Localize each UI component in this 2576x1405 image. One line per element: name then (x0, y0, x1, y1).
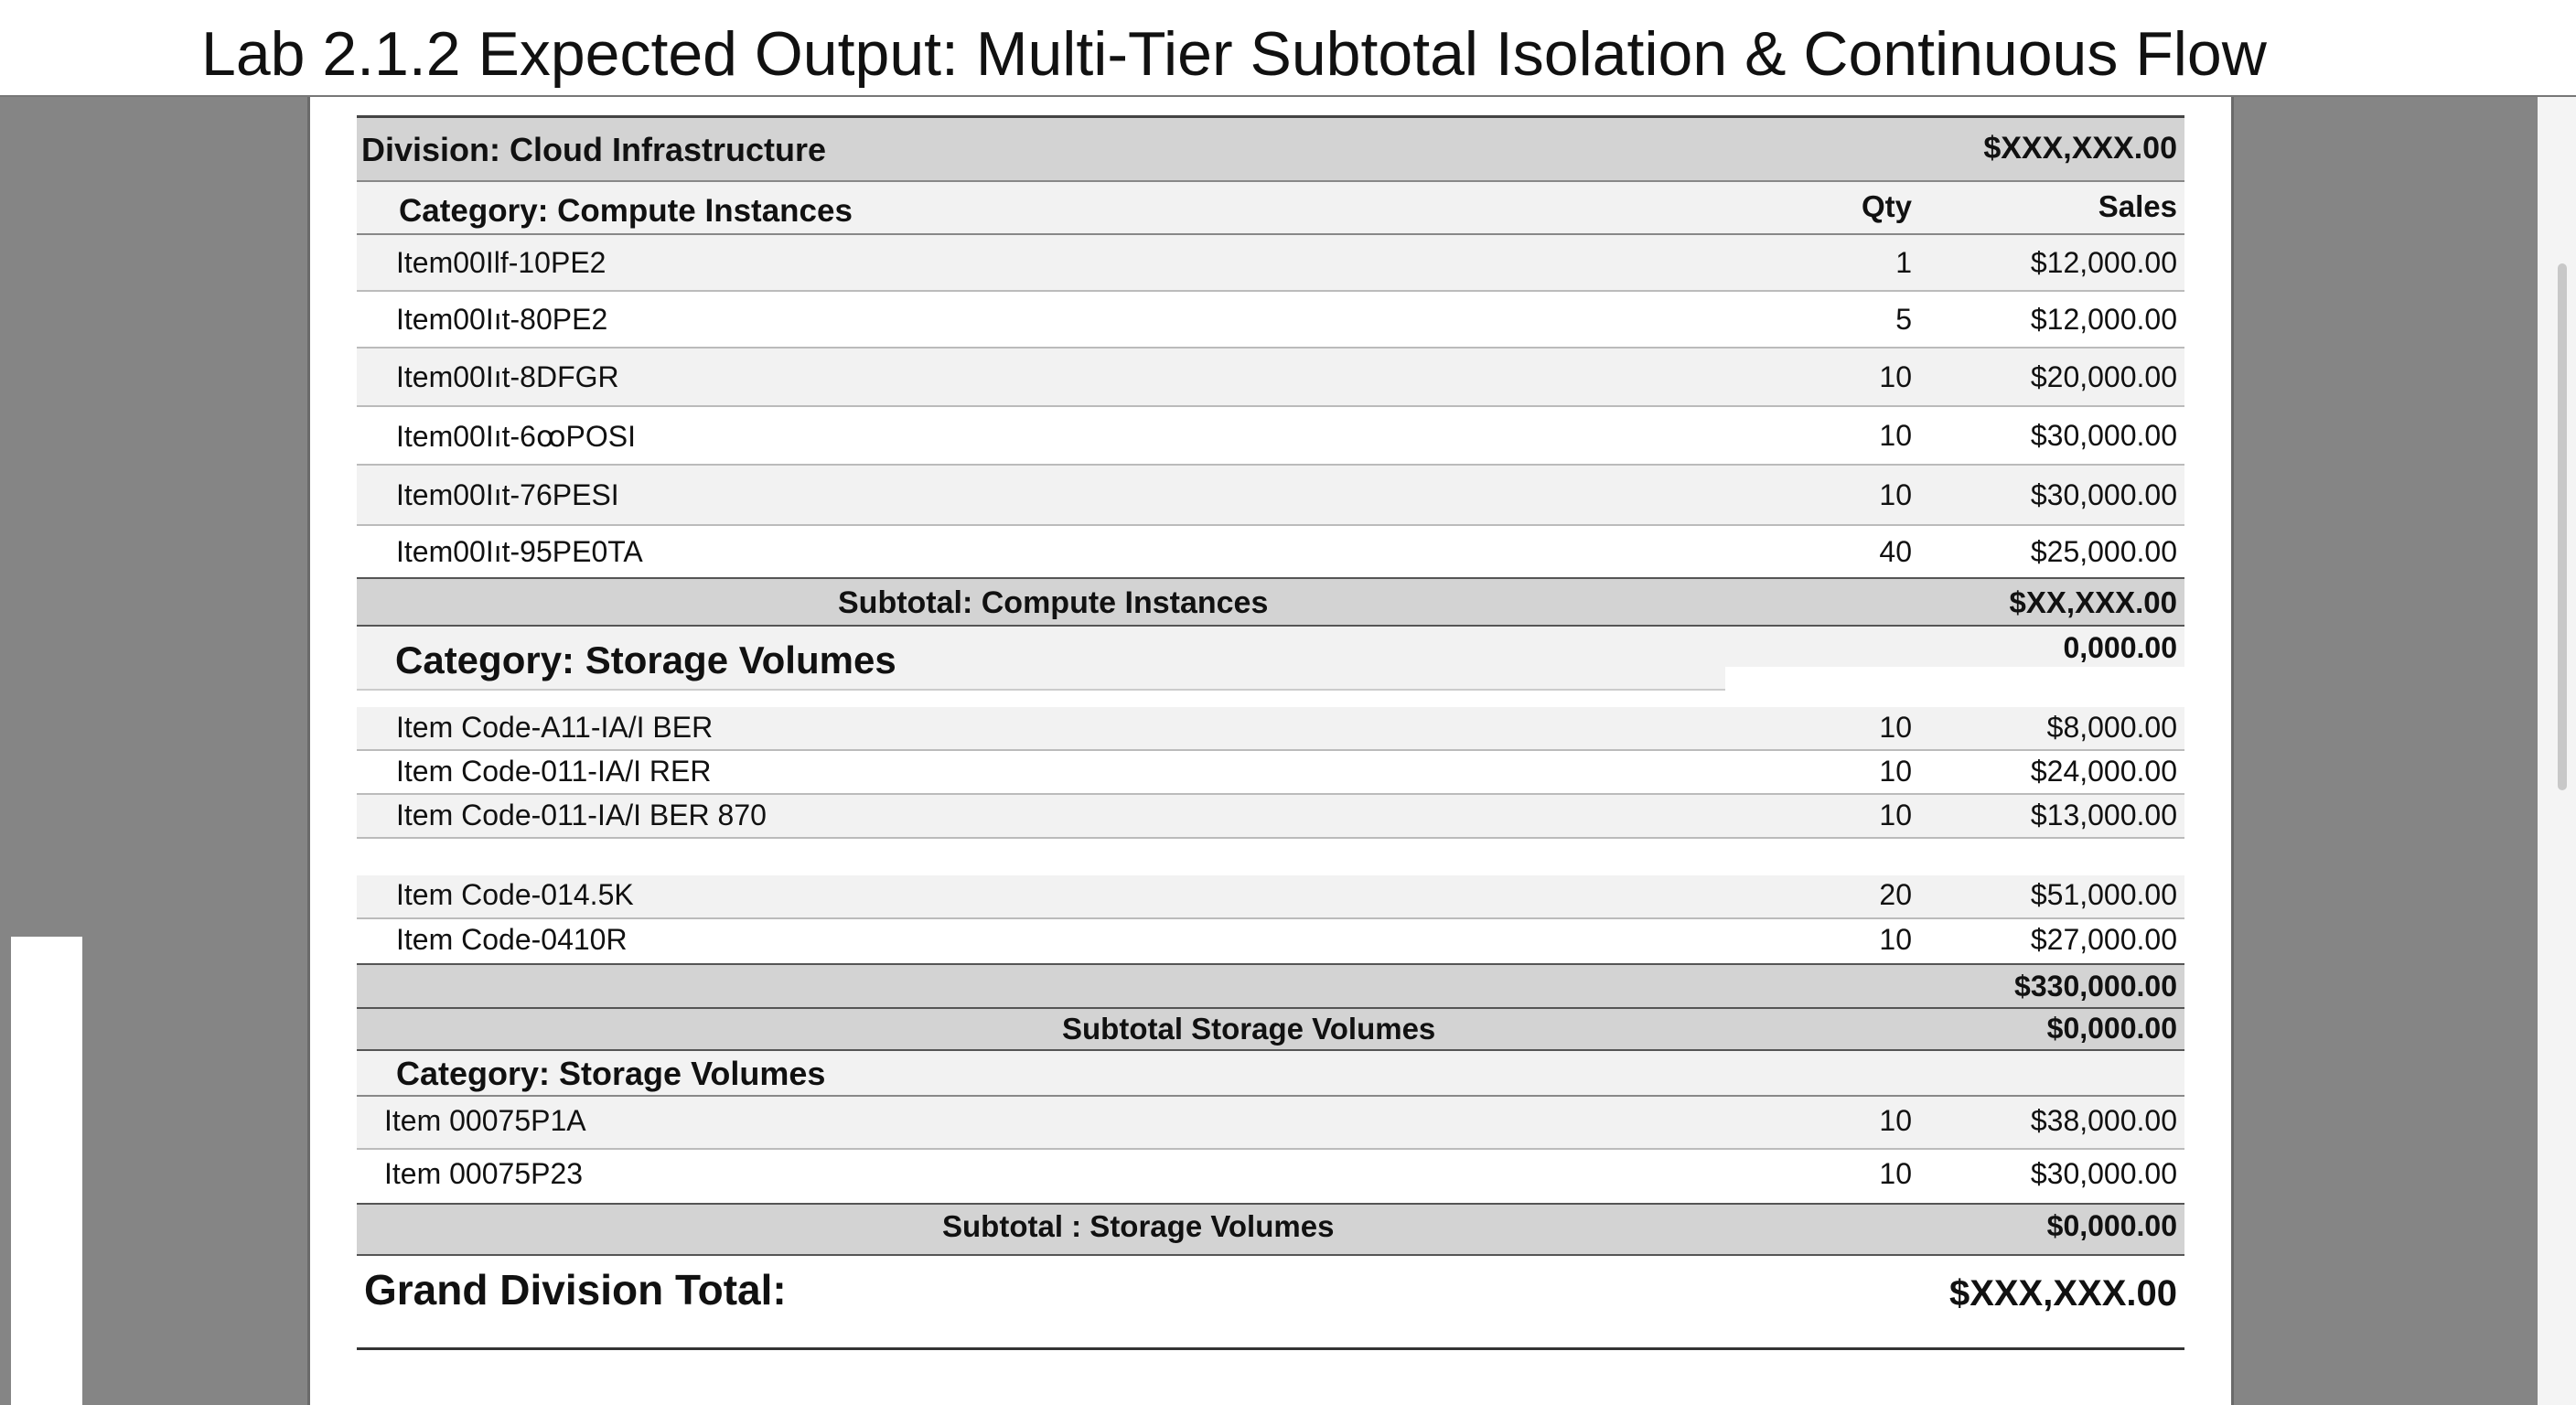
item-sales: $20,000.00 (2030, 360, 2177, 393)
table-row (357, 875, 2184, 917)
item-code: Item00Iıt-95PE0TA (396, 535, 643, 568)
item-code: Item 00075P1A (384, 1104, 586, 1137)
item-code: Item00Iıt-76PESI (396, 478, 619, 511)
item-code: Item Code-014.5K (396, 878, 634, 911)
item-sales: $24,000.00 (2030, 755, 2177, 788)
item-sales: $30,000.00 (2030, 419, 2177, 452)
item-qty: 10 (1879, 711, 1912, 744)
item-qty: 10 (1879, 1157, 1912, 1190)
table-row (357, 919, 2184, 963)
page-title: Lab 2.1.2 Expected Output: Multi-Tier Subtotal Isolation & Continuous Flow (201, 19, 2267, 89)
item-sales: $30,000.00 (2030, 478, 2177, 511)
table-row (357, 1097, 2184, 1148)
scrollbar-track[interactable] (2538, 97, 2576, 1405)
scrollbar-thumb[interactable] (2558, 263, 2567, 790)
item-code: Item 00075P23 (384, 1157, 584, 1190)
grand-total-label: Grand Division Total: (364, 1266, 787, 1314)
category2-header-amount: 0,000.00 (2063, 631, 2177, 664)
subtotal2-amount: $0,000.00 (2046, 1012, 2177, 1045)
item-qty: 10 (1879, 755, 1912, 788)
item-code: Item Code-011-IA/I RER (396, 755, 712, 788)
category2-label: Category: Storage Volumes (395, 638, 896, 681)
table-row (357, 526, 2184, 577)
item-qty: 10 (1879, 1104, 1912, 1137)
item-sales: $25,000.00 (2030, 535, 2177, 568)
subtotal1-amount: $XX,XXX.00 (2009, 585, 2177, 619)
item-qty: 5 (1895, 303, 1912, 336)
subtotal2-label: Subtotal Storage Volumes (1062, 1012, 1436, 1046)
item-code: Item00Iıt-8DFGR (396, 360, 619, 393)
table-row (357, 407, 2184, 464)
item-sales: $13,000.00 (2030, 799, 2177, 831)
row-divider (357, 837, 2184, 839)
category3-label: Category: Storage Volumes (396, 1055, 826, 1092)
item-code: Item Code-A11-IA/I BER (396, 711, 714, 744)
item-qty: 40 (1879, 535, 1912, 568)
item-qty: 10 (1879, 923, 1912, 956)
division-amount: $XXX,XXX.00 (1983, 131, 2177, 166)
item-qty: 1 (1895, 246, 1912, 279)
subtotal3-label: Subtotal : Storage Volumes (942, 1209, 1335, 1243)
subtotal1-band (357, 579, 2184, 625)
item-qty: 10 (1879, 799, 1912, 831)
category2-total-amount: $330,000.00 (2014, 970, 2177, 1003)
category1-label: Category: Compute Instances (399, 193, 853, 229)
side-panel (11, 937, 82, 1405)
item-code: Item00Iıt-80PE2 (396, 303, 608, 336)
division-label: Division: Cloud Infrastructure (361, 131, 827, 168)
item-sales: $38,000.00 (2030, 1104, 2177, 1137)
table-row (357, 349, 2184, 405)
sales-column-header: Sales (2098, 189, 2177, 223)
item-sales: $12,000.00 (2030, 246, 2177, 279)
item-qty: 10 (1879, 419, 1912, 452)
item-sales: $51,000.00 (2030, 878, 2177, 911)
item-sales: $30,000.00 (2030, 1157, 2177, 1190)
subtotal3-amount: $0,000.00 (2046, 1209, 2177, 1242)
rule-subtotal3-bottom (357, 1254, 2184, 1256)
table-row (357, 751, 2184, 793)
item-code: Item Code-0410R (396, 923, 628, 956)
category2-total-band (357, 965, 2184, 1007)
table-row (357, 1150, 2184, 1203)
item-sales: $12,000.00 (2030, 303, 2177, 336)
subtotal1-label: Subtotal: Compute Instances (838, 585, 1269, 620)
item-code: Item00Ilf-10PE2 (396, 246, 606, 279)
table-row (357, 795, 2184, 837)
rule-cat2-header (357, 689, 1725, 691)
item-qty: 10 (1879, 360, 1912, 393)
table-row (357, 466, 2184, 524)
rule-grand-total (357, 1347, 2184, 1350)
item-qty: 20 (1879, 878, 1912, 911)
qty-column-header: Qty (1861, 189, 1912, 223)
item-sales: $27,000.00 (2030, 923, 2177, 956)
item-code: Item Code-011-IA/I BER 870 (396, 799, 767, 831)
item-code: Item00Iıt-6ꝏPOSI (396, 420, 637, 453)
item-qty: 10 (1879, 478, 1912, 511)
table-row (357, 235, 2184, 290)
table-row (357, 707, 2184, 749)
table-row (357, 292, 2184, 347)
item-sales: $8,000.00 (2046, 711, 2177, 744)
grand-total-amount: $XXX,XXX.00 (1948, 1273, 2177, 1314)
